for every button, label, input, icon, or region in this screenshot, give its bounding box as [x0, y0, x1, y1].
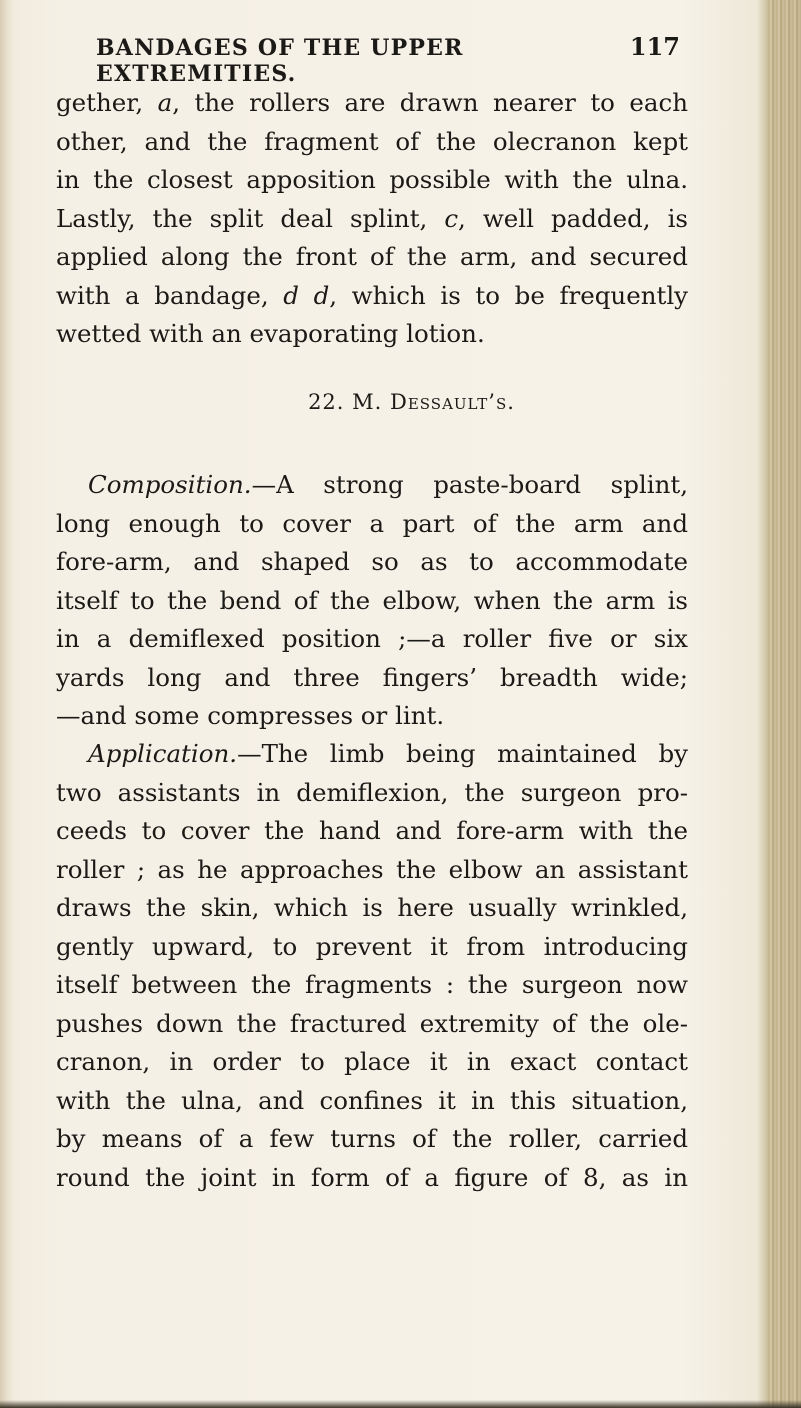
text-line: itself between the fragments : the surgeon now	[56, 970, 688, 999]
composition-label: Composition.	[88, 470, 252, 499]
section-name: Dessault’s.	[390, 390, 515, 414]
text-line: in a demiflexed position ;—a roller five or six	[56, 624, 688, 653]
text-line: long enough to cover a part of the arm and	[56, 508, 688, 538]
page-bottom-edge	[0, 1400, 801, 1408]
text-line: —and some compresses or lint.	[56, 701, 445, 730]
text-line: round the joint in form of a figure of 8, as in	[56, 1162, 688, 1192]
text-line: itself to the bend of the elbow, when the arm is	[56, 585, 688, 615]
paragraph-application	[56, 735, 688, 1197]
paragraph-composition	[56, 466, 688, 736]
text-line: Composition.—A strong paste-board splint,	[88, 470, 688, 499]
text-line: in the closest apposition possible with the ulna.	[56, 165, 688, 194]
text-line: two assistants in demiflexion, the surgeon pro-	[56, 777, 688, 807]
text-line: pushes down the fractured extremity of the ole-	[56, 1008, 688, 1038]
text-line: applied along the front of the arm, and secured	[56, 242, 688, 271]
application-label: Application.	[88, 739, 238, 768]
running-header	[96, 32, 680, 87]
text-line: with a bandage, d d, which is to be frequently	[56, 280, 689, 310]
text-line: with the ulna, and confines it in this situation,	[56, 1085, 688, 1115]
page-number: 117	[629, 32, 680, 61]
page-edge-shade	[757, 0, 767, 1408]
section-number: 22. M.	[308, 390, 383, 414]
text-line: gently upward, to prevent it from introducing	[56, 931, 688, 961]
text-line: Application.—The limb being maintained by	[88, 739, 688, 768]
page-stack-edge	[767, 0, 801, 1408]
running-title: BANDAGES OF THE UPPER EXTREMITIES.	[96, 35, 464, 87]
text-line: by means of a few turns of the roller, carried	[56, 1124, 688, 1153]
text-line: roller ; as he approaches the elbow an assistant	[56, 854, 688, 884]
text-line: gether, a, the rollers are drawn nearer to each	[56, 88, 689, 117]
text-line: wetted with an evaporating lotion.	[56, 319, 485, 348]
section-heading	[0, 390, 801, 414]
paragraph-olecranon	[56, 84, 688, 354]
text-line: yards long and three fingers’ breadth wide;	[56, 662, 688, 692]
text-line: draws the skin, which is here usually wrinkled,	[56, 893, 688, 922]
text-line: ceeds to cover the hand and fore-arm with the	[56, 816, 688, 845]
text-line: other, and the fragment of the olecranon kept	[56, 126, 688, 156]
text-line: cranon, in order to place it in exact contact	[56, 1047, 688, 1076]
page-gutter-shadow	[0, 0, 14, 1408]
text-line: fore-arm, and shaped so as to accommodate	[56, 547, 688, 576]
text-line: Lastly, the split deal splint, c, well padded, is	[56, 203, 688, 233]
